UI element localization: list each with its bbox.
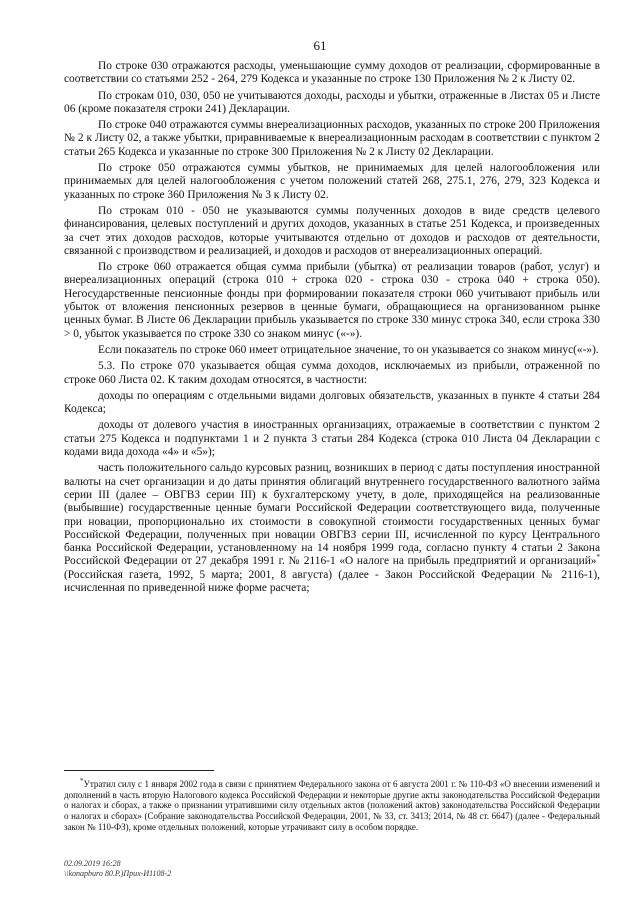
paragraph-text-after-mark: (Российская газета, 1992, 5 марта; 2001, 8 августа) (далее - Закон Российской Федерации № 2116-1), исчисленная по приведенной ниже форме расчета; (64, 568, 600, 594)
footnote-marker: * (80, 777, 84, 785)
paragraph-line-050: По строке 050 отражаются суммы убытков, не принимаемых для целей налогообложения или принимаемых для целей налогообложения с учетом положений статей 268, 275.1, 276, 279, 323 Кодекса и указанных по строке 360 Приложения № 3 к Листу 02. (64, 162, 600, 201)
footnote-text: Утратил силу с 1 января 2002 года в связи с принятием Федерального закона от 6 августа 2001 г. № 110-ФЗ «О внесении изменений и дополнений в часть вторую Налогового кодекса Российской Федерации и некоторые другие акты законодательства Российской Федерации о налогах и сборах, а также о признании утратившими силу отдельных актов (положений актов) законодательства Российской Федерации о налогах и сборах» (Собрание законодательства Российской Федерации, 2001, № 33, ст. 3413; 2014, № 48 ст. 6647) (далее - Федеральный закон № 110-ФЗ), кроме отдельных положений, которые утрачивают силу в особом порядке. (64, 779, 600, 832)
paragraph-negative-060: Если показатель по строке 060 имеет отрицательное значение, то он указывается со знаком минус(«-»). (98, 343, 599, 356)
paragraph-section-5-3: 5.3. По строке 070 указывается общая сумма доходов, исключаемых из прибыли, отраженной по строке 060 Листа 02. К таким доходам относятся, в частности: (64, 360, 600, 386)
stamp-path: \\konapburo 80.P.)Приx-И1108-2 (64, 868, 172, 878)
paragraph-exchange-differences (64, 462, 600, 595)
paragraph-lines-010-050: По строкам 010 - 050 не указываются суммы полученных доходов в виде средств целевого финансирования, целевых поступлений и других доходов, указанных в статье 251 Кодекса, и произведенных за счет этих доходов расходов, которые учитываются отдельно от доходов и расходов от деятельности, связанной с производством и реализацией, и доходов и расходов от внереализационных операций. (64, 204, 600, 257)
footnote-mark: * (596, 553, 600, 562)
footnote (64, 779, 600, 833)
paragraph-line-040: По строке 040 отражаются суммы внереализационных расходов, указанных по строке 200 Приложения № 2 к Листу 02, а также убытки, приравниваемые к внереализационным расходам в соответствии с пунктом 2 статьи 265 Кодекса и указанные по строке 300 Приложения № 2 к Листу 02 Декларации. (64, 119, 600, 158)
paragraph-line-030: По строке 030 отражаются расходы, уменьшающие сумму доходов от реализации, сформированные в соответствии со статьями 252 - 264, 279 Кодекса и указанные по строке 130 Приложения № 2 к Листу 02. (64, 60, 600, 86)
body-text (64, 60, 600, 598)
paragraph-text-before-mark: часть положительного сальдо курсовых разниц, возникших в период с даты поступления иностранной валюты на счет организации и до даты принятия облигаций внутреннего государственного валютного займа серии III (далее – ОВГВЗ серии III) к бухгалтерскому учету, в доле, приходящейся на реализованные (выбывшие) государственные ценные бумаги Российской Федерации соответствующего вида, полученные при новации, пропорционально их стоимости в совокупной стоимости государственных ценных бумаг Российской Федерации, полученных при новации ОВГВЗ серии III, исчисленной по курсу Центрального банка Российской Федерации, установленному на 14 ноября 1999 года, согласно пункту 4 статьи 2 Закона Российской Федерации от 27 декабря 1991 г. № 2116-1 «О налоге на прибыль предприятий и организаций» (64, 462, 600, 568)
footnote-separator (64, 770, 214, 771)
page-number: 61 (313, 38, 327, 53)
paragraph-debt-obligations: доходы по операциям с отдельными видами долговых обязательств, указанных в пункте 4 статьи 284 Кодекса; (64, 389, 600, 416)
paragraph-line-060: По строке 060 отражается общая сумма прибыли (убытка) от реализации товаров (работ, услуг) и внереализационных операций (строка 010 + строка 020 - строка 030 - строка 040 + строка 050). Негосударственные пенсионные фонды при формировании показателя строки 060 учитывают прибыль или убыток от вложения пенсионных резервов в ценные бумаги, обращающиеся на организованном рынке ценных бумаг. В Листе 06 Декларации прибыль указывается по строке 330 минус строка 340, если строка 330 > 0, убыток указывается по строке 330 со знаком минус («-»). (64, 261, 600, 340)
paragraph-lines-010-030-050: По строкам 010, 030, 050 не учитываются доходы, расходы и убытки, отраженные в Листах 05 и Листе 06 (кроме показателя строки 241) Декларации. (64, 89, 600, 115)
stamp-datetime: 02.09.2019 16:28 (64, 859, 121, 868)
paragraph-foreign-participation: доходы от долевого участия в иностранных организациях, отражаемые в соответствии с пунктом 2 статьи 275 Кодекса и подпунктами 1 и 2 пункта 3 статьи 284 Кодекса (строка 010 Листа 04 Декларации с кодами вида дохода «4» и «5»); (64, 419, 600, 459)
print-stamp (64, 859, 171, 878)
